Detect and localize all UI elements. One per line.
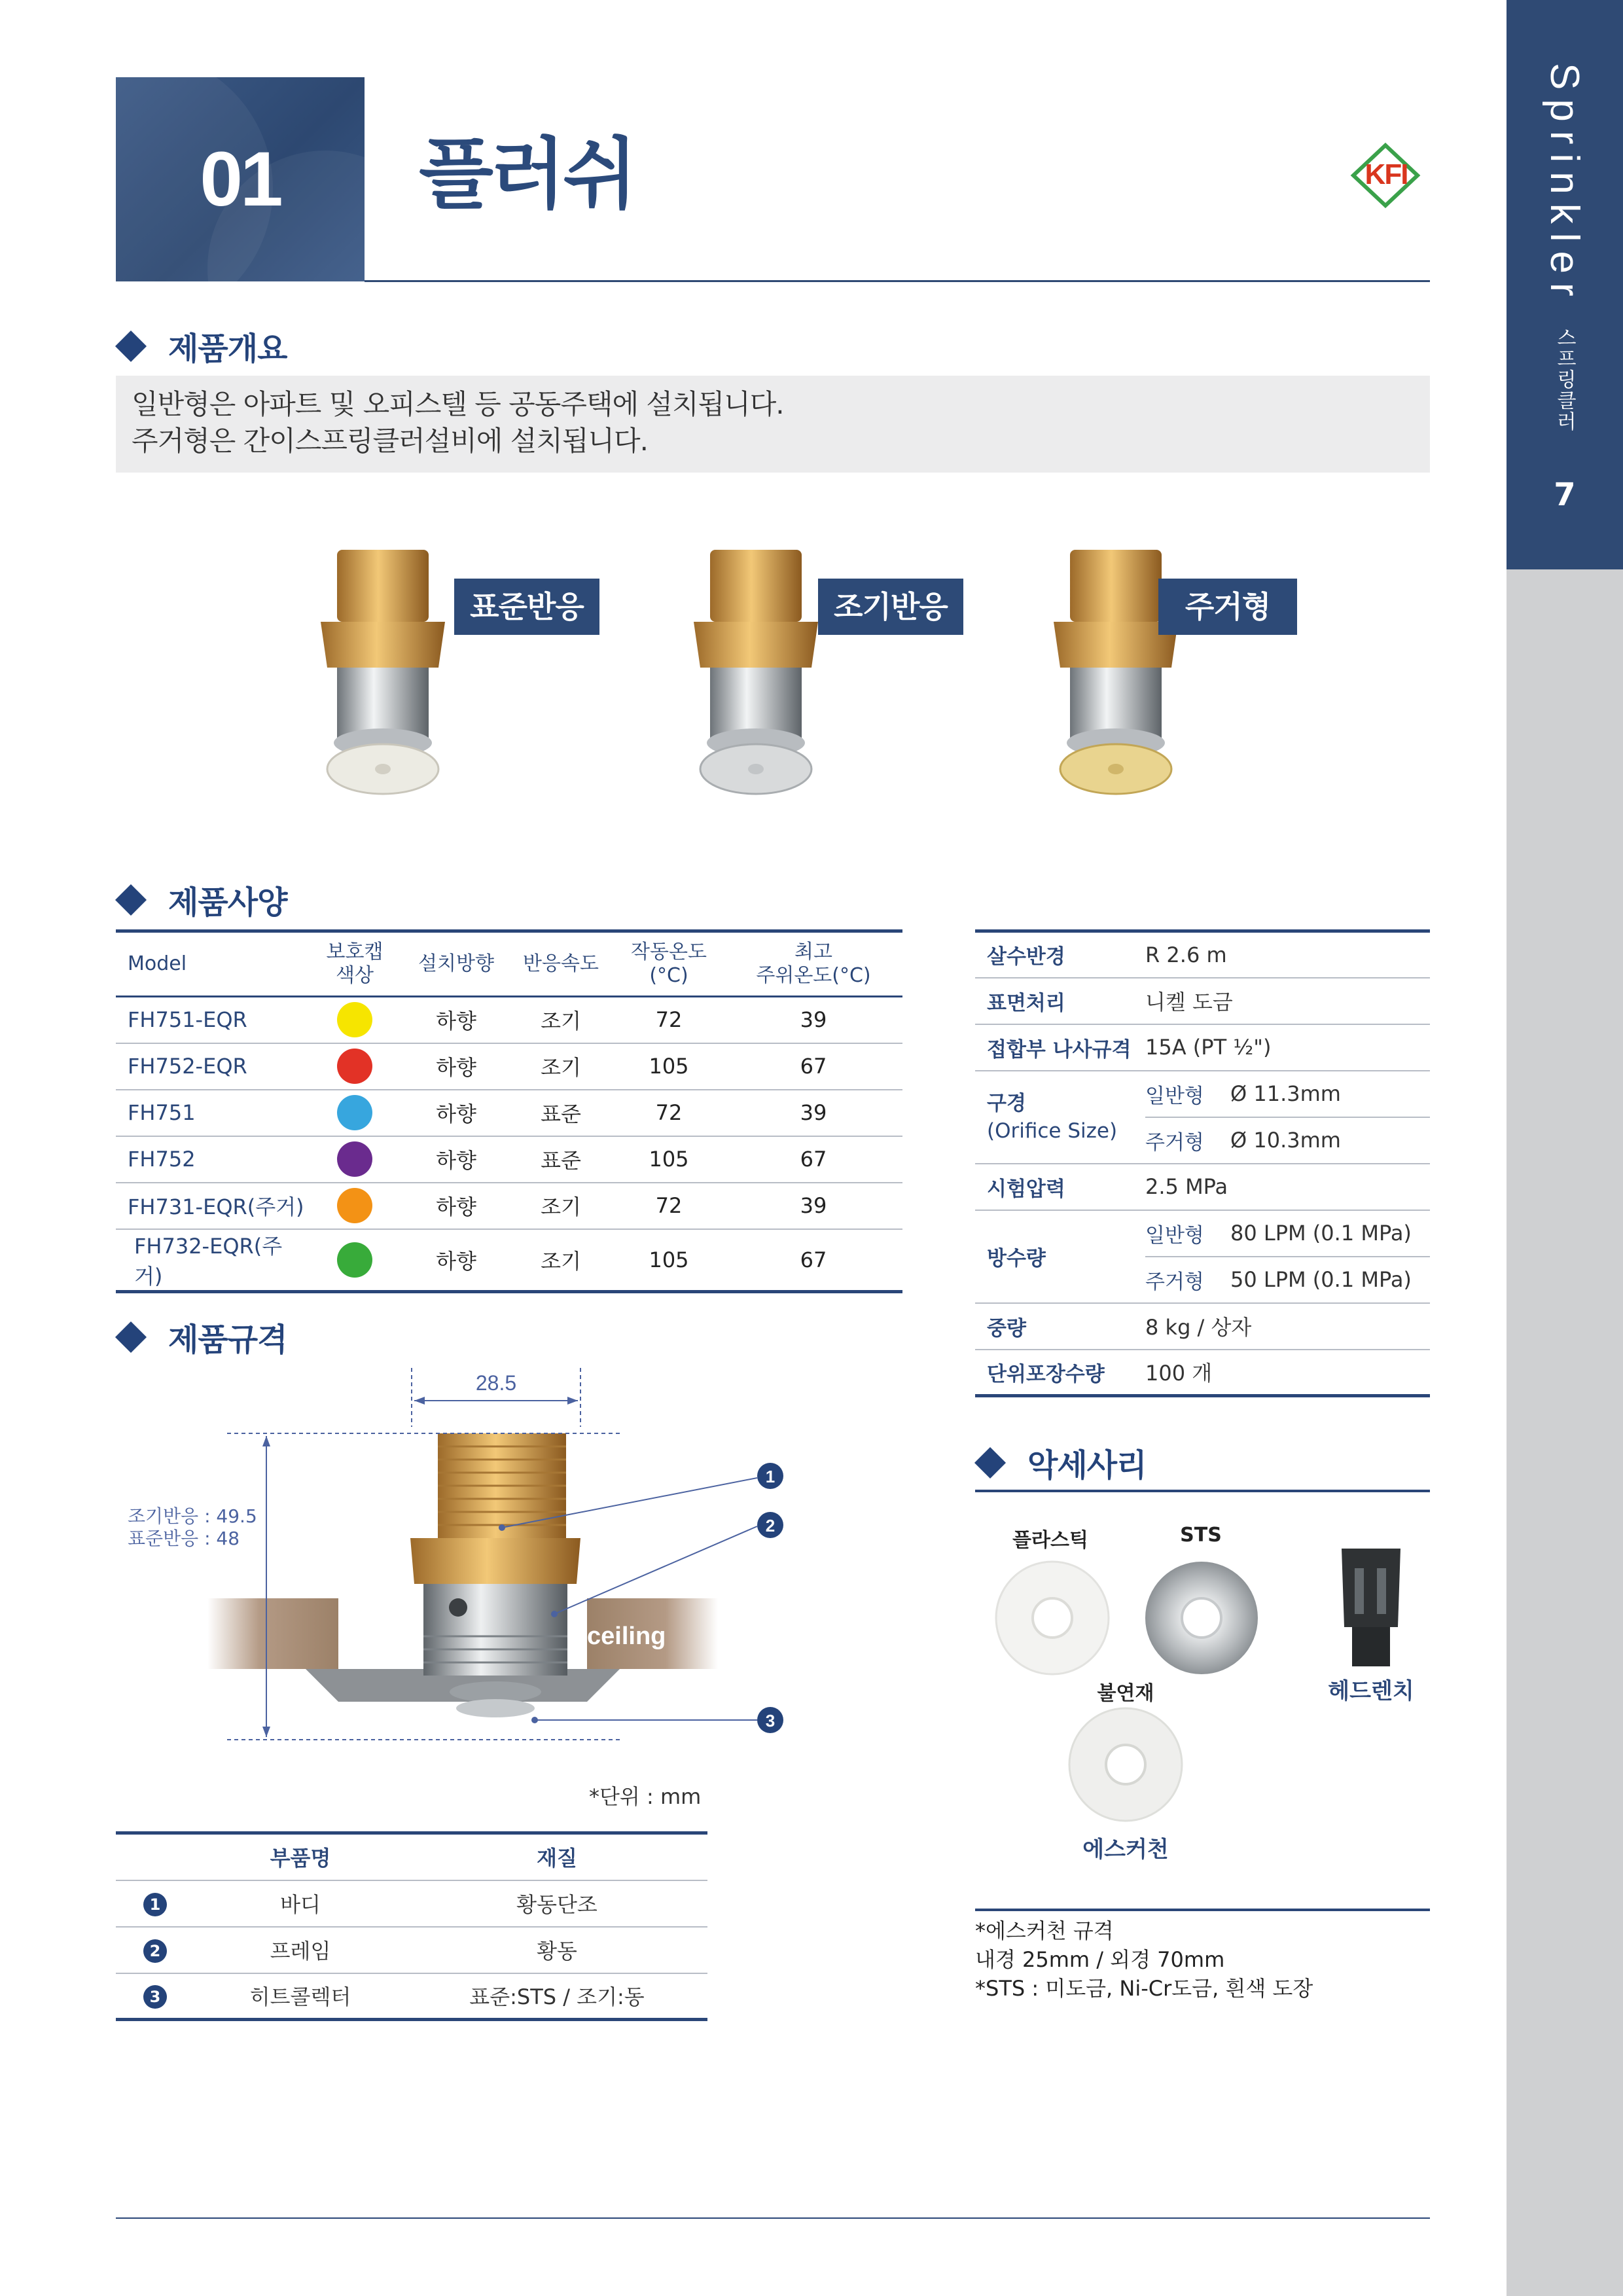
overview-title: 제품개요 xyxy=(168,331,287,367)
ceiling-label: ceiling xyxy=(587,1623,666,1650)
page-title: 플러쉬 xyxy=(419,129,635,219)
overview-heading xyxy=(116,323,287,368)
parts-header-number xyxy=(116,1833,194,1880)
side-korean: 스프링클러 xyxy=(1553,327,1576,432)
temp-cell: 72 xyxy=(613,1090,724,1136)
temp-cell: 105 xyxy=(613,1229,724,1292)
details-table xyxy=(975,929,1430,1397)
detail-value: 8 kg / 상자 xyxy=(1145,1303,1430,1350)
table-row xyxy=(975,1210,1430,1257)
detail-subkey: 일반형 xyxy=(1145,1071,1230,1117)
part-material-cell: 황동단조 xyxy=(406,1880,707,1927)
accessories-notes xyxy=(975,1916,1430,2003)
ambient-cell: 67 xyxy=(724,1043,902,1090)
header-rule xyxy=(365,280,1430,282)
table-row xyxy=(116,997,902,1043)
temp-cell: 72 xyxy=(613,997,724,1043)
table-row xyxy=(975,1164,1430,1210)
parts-header: 부품명 xyxy=(194,1833,406,1880)
parts-table xyxy=(116,1831,707,2021)
table-row xyxy=(116,1927,707,1973)
ambient-cell: 67 xyxy=(724,1136,902,1183)
table-row xyxy=(116,1043,902,1090)
plastic-escutcheon-image xyxy=(993,1559,1111,1677)
part-number-badge: 1 xyxy=(143,1893,167,1916)
dimension-diagram xyxy=(116,1361,796,1767)
table-row xyxy=(116,1880,707,1927)
detail-value: 2.5 MPa xyxy=(1145,1164,1430,1210)
speed-cell: 조기 xyxy=(508,1183,613,1229)
parts-header: 재질 xyxy=(406,1833,707,1880)
kfi-logo-text: KFI xyxy=(1364,158,1408,190)
model-cell: FH731-EQR(주거) xyxy=(116,1183,306,1229)
spec-header: 작동온도 (°C) xyxy=(613,931,724,997)
escutcheon-label: 에스커천 xyxy=(1082,1837,1169,1863)
table-row xyxy=(975,1024,1430,1071)
cap-color-dot xyxy=(337,1188,372,1223)
ambient-cell: 67 xyxy=(724,1229,902,1292)
cap-color-dot xyxy=(337,1141,372,1177)
height-dimension: 조기반응 : 49.5 xyxy=(128,1505,257,1527)
detail-value: 100 개 xyxy=(1145,1350,1430,1396)
sprinkler-quick-image xyxy=(681,543,831,805)
part-number-badge: 2 xyxy=(143,1939,167,1963)
temp-cell: 72 xyxy=(613,1183,724,1229)
spec-table xyxy=(116,929,902,1293)
table-row xyxy=(116,1229,902,1292)
detail-key: 접합부 나사규격 xyxy=(975,1024,1145,1071)
part-material-cell: 표준:STS / 조기:동 xyxy=(406,1973,707,2020)
model-cell: FH751-EQR xyxy=(116,997,306,1043)
sts-label: STS xyxy=(1180,1524,1222,1547)
accessories-note-rule xyxy=(975,1909,1430,1911)
detail-key xyxy=(975,1071,1145,1164)
nonflammable-escutcheon-image xyxy=(1067,1706,1185,1823)
detail-value: 니켈 도금 xyxy=(1145,978,1430,1024)
spec-header: 반응속도 xyxy=(508,931,613,997)
model-cell: FH752-EQR xyxy=(116,1043,306,1090)
nonflammable-label: 불연재 xyxy=(1097,1682,1154,1705)
sprinkler-standard-image xyxy=(308,543,458,805)
table-row xyxy=(116,1136,902,1183)
detail-key: 표면처리 xyxy=(975,978,1145,1024)
detail-value: Ø 10.3mm xyxy=(1230,1117,1430,1164)
accessories-heading xyxy=(975,1440,1146,1485)
part-number-cell xyxy=(116,1973,194,2020)
page-number: 7 xyxy=(1554,476,1576,513)
detail-key: 시험압력 xyxy=(975,1164,1145,1210)
diamond-bullet-icon xyxy=(115,330,147,361)
part-material-cell: 황동 xyxy=(406,1927,707,1973)
product-label: 조기반응 xyxy=(818,579,963,635)
temp-cell: 105 xyxy=(613,1136,724,1183)
width-dimension: 28.5 xyxy=(475,1371,517,1395)
diamond-bullet-icon xyxy=(115,884,147,915)
speed-cell: 조기 xyxy=(508,997,613,1043)
cap-color-cell xyxy=(306,1090,404,1136)
overview-line: 주거형은 간이스프링클러설비에 설치됩니다. xyxy=(132,425,648,457)
spec-title: 제품사양 xyxy=(168,884,287,921)
cap-color-dot xyxy=(337,1049,372,1084)
detail-key: 중량 xyxy=(975,1303,1145,1350)
dimension-heading xyxy=(116,1314,287,1359)
detail-value: Ø 11.3mm xyxy=(1230,1071,1430,1117)
table-row xyxy=(975,931,1430,978)
accessories-rule xyxy=(975,1490,1430,1492)
cap-color-cell xyxy=(306,1136,404,1183)
footer-rule xyxy=(116,2217,1430,2219)
ambient-cell: 39 xyxy=(724,1183,902,1229)
direction-cell: 하향 xyxy=(404,997,508,1043)
model-cell: FH752 xyxy=(116,1136,306,1183)
callout-number: 3 xyxy=(765,1711,776,1731)
ceiling-label: ceiling xyxy=(342,1623,421,1650)
product-label: 주거형 xyxy=(1158,579,1297,635)
detail-key: 단위포장수량 xyxy=(975,1350,1145,1396)
plastic-label: 플라스틱 xyxy=(1012,1529,1088,1552)
direction-cell: 하향 xyxy=(404,1043,508,1090)
table-row xyxy=(116,1090,902,1136)
product-label: 표준반응 xyxy=(454,579,599,635)
table-row xyxy=(116,1183,902,1229)
direction-cell: 하향 xyxy=(404,1136,508,1183)
accessory-note: 내경 25mm / 외경 70mm xyxy=(975,1947,1225,1972)
detail-subkey: 주거형 xyxy=(1145,1257,1230,1303)
part-name-cell: 바디 xyxy=(194,1880,406,1927)
head-wrench-image xyxy=(1335,1542,1407,1673)
detail-key: 살수반경 xyxy=(975,931,1145,978)
temp-cell: 105 xyxy=(613,1043,724,1090)
dimension-title: 제품규격 xyxy=(168,1321,287,1358)
speed-cell: 조기 xyxy=(508,1229,613,1292)
model-cell: FH751 xyxy=(116,1090,306,1136)
side-word: Sprinkler xyxy=(1542,63,1587,306)
speed-cell: 표준 xyxy=(508,1136,613,1183)
diamond-bullet-icon xyxy=(115,1321,147,1352)
wrench-label: 헤드렌치 xyxy=(1328,1678,1414,1704)
detail-subkey: 일반형 xyxy=(1145,1210,1230,1257)
spec-header: 최고 주위온도(°C) xyxy=(724,931,902,997)
orifice-key-line: (Orifice Size) xyxy=(987,1119,1118,1143)
spec-header: 설치방향 xyxy=(404,931,508,997)
overview-line: 일반형은 아파트 및 오피스텔 등 공동주택에 설치됩니다. xyxy=(132,388,784,420)
orifice-key-line: 구경 xyxy=(987,1091,1026,1115)
accessory-note: *STS : 미도금, Ni-Cr도금, 흰색 도장 xyxy=(975,1976,1313,2001)
callout-number: 2 xyxy=(765,1516,776,1535)
speed-cell: 조기 xyxy=(508,1043,613,1090)
cap-color-dot xyxy=(337,1095,372,1130)
speed-cell: 표준 xyxy=(508,1090,613,1136)
part-name-cell: 히트콜렉터 xyxy=(194,1973,406,2020)
diamond-bullet-icon xyxy=(974,1446,1006,1478)
part-number-cell xyxy=(116,1880,194,1927)
chapter-number: 01 xyxy=(200,136,281,223)
model-cell: FH732-EQR(주거) xyxy=(116,1229,306,1292)
table-row xyxy=(975,978,1430,1024)
detail-subkey: 주거형 xyxy=(1145,1117,1230,1164)
cap-color-dot xyxy=(337,1002,372,1037)
detail-value: R 2.6 m xyxy=(1145,931,1430,978)
table-row xyxy=(975,1071,1430,1117)
part-number-badge: 3 xyxy=(143,1985,167,2009)
chapter-number-box xyxy=(116,77,365,281)
direction-cell: 하향 xyxy=(404,1183,508,1229)
overview-box xyxy=(116,376,1430,473)
cap-color-cell xyxy=(306,1043,404,1090)
detail-value: 80 LPM (0.1 MPa) xyxy=(1230,1210,1430,1257)
detail-value: 50 LPM (0.1 MPa) xyxy=(1230,1257,1430,1303)
sts-escutcheon-image xyxy=(1143,1559,1260,1677)
direction-cell: 하향 xyxy=(404,1229,508,1292)
detail-key: 방수량 xyxy=(975,1210,1145,1303)
spec-heading xyxy=(116,877,287,922)
cap-color-cell xyxy=(306,997,404,1043)
accessories-title: 악세사리 xyxy=(1027,1447,1147,1484)
ambient-cell: 39 xyxy=(724,1090,902,1136)
unit-note: *단위 : mm xyxy=(589,1784,702,1809)
ambient-cell: 39 xyxy=(724,997,902,1043)
part-number-cell xyxy=(116,1927,194,1973)
table-row xyxy=(116,1973,707,2020)
callout-number: 1 xyxy=(765,1467,776,1486)
part-name-cell: 프레임 xyxy=(194,1927,406,1973)
table-row xyxy=(975,1350,1430,1396)
cap-color-cell xyxy=(306,1229,404,1292)
spec-header: 보호캡 색상 xyxy=(306,931,404,997)
cap-color-cell xyxy=(306,1183,404,1229)
table-row xyxy=(975,1303,1430,1350)
spec-header: Model xyxy=(116,931,306,997)
direction-cell: 하향 xyxy=(404,1090,508,1136)
cap-color-dot xyxy=(337,1242,372,1278)
detail-value: 15A (PT ½") xyxy=(1145,1024,1430,1071)
height-dimension: 표준반응 : 48 xyxy=(128,1528,240,1549)
accessory-note: *에스커천 규격 xyxy=(975,1918,1114,1943)
